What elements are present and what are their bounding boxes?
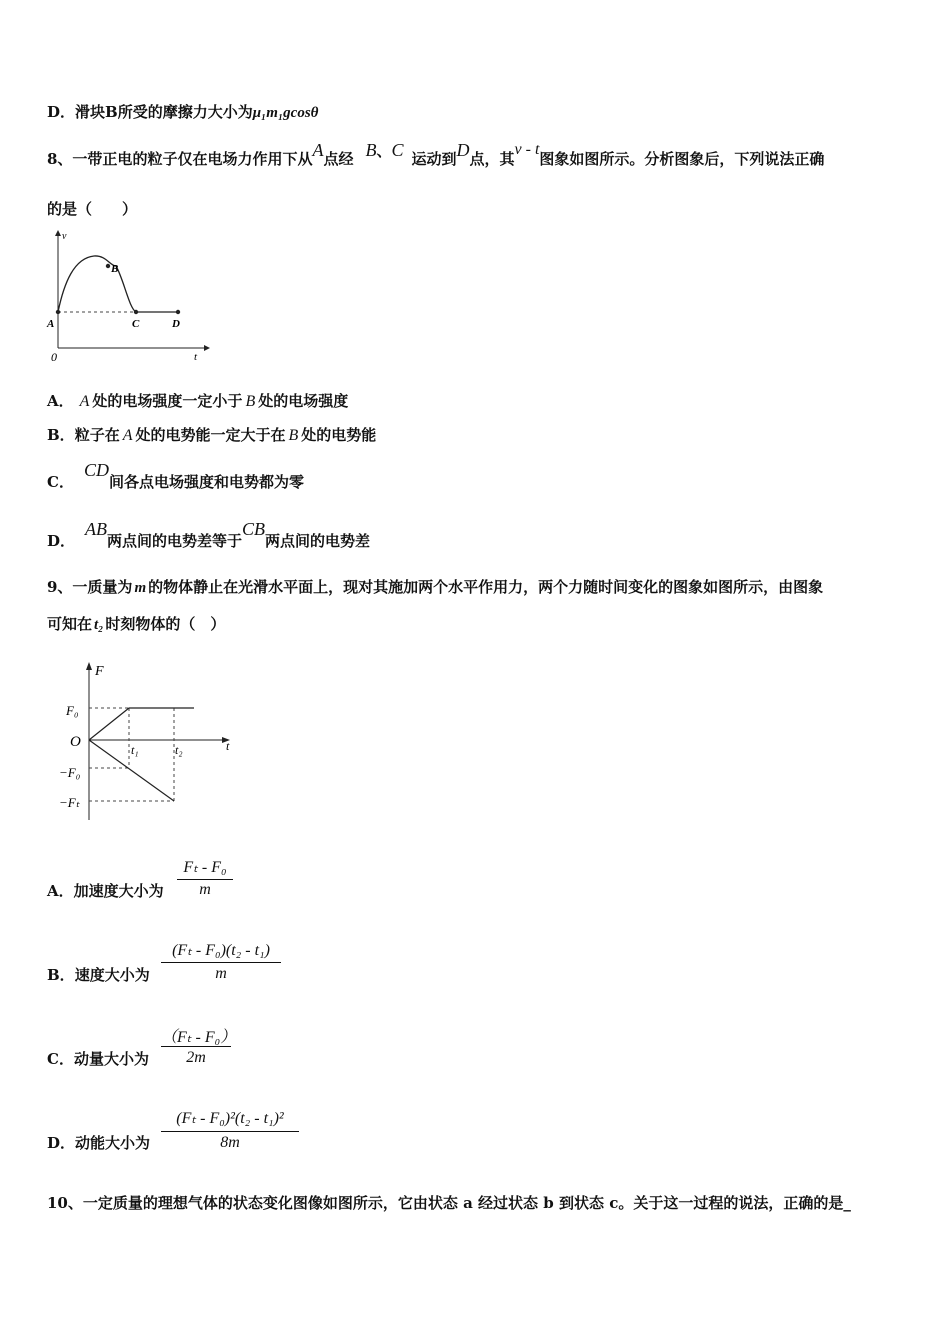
- q8-option-b: [47, 425, 376, 446]
- q9-stem-line2: [47, 614, 225, 635]
- q8-stem-line1: [47, 140, 825, 170]
- option-var: AB: [85, 519, 108, 539]
- x-axis-label: t: [194, 351, 198, 363]
- fraction-bar: [161, 962, 281, 963]
- q9-option-c: [47, 1049, 149, 1069]
- point-a: [56, 310, 60, 314]
- fraction-numerator: (Fₜ - F₀)²(t₂ - t₁)²: [176, 1110, 284, 1127]
- option-text: 速度大小为: [74, 966, 150, 984]
- option-text: 加速度大小为: [73, 882, 164, 900]
- q9-var-m: m: [134, 580, 147, 596]
- label-b: B: [111, 263, 119, 275]
- option-label: B．: [47, 966, 75, 984]
- q8-var-b: B: [365, 140, 377, 160]
- q8-sep: 、: [376, 142, 392, 160]
- q9-option-a: [47, 881, 164, 901]
- option-label: A．: [47, 392, 74, 410]
- q9-option-d-fraction: [161, 1108, 299, 1156]
- option-label: D．: [47, 103, 76, 121]
- point-b: [106, 264, 110, 268]
- q8-stem-part2: 点经: [323, 150, 354, 168]
- fraction-bar: [161, 1046, 231, 1047]
- q9-stem-line2b: 时刻物体的（ ）: [105, 615, 226, 633]
- q9-option-a-fraction: [177, 857, 233, 903]
- q10-stem: 10、一定质量的理想气体的状态变化图像如图所示，它由状态 a 经过状态 b 到状态 c。关于这一过程的说法，正确的是_: [47, 1194, 851, 1212]
- option-text: 间各点电场强度和电势都为零: [108, 473, 304, 491]
- fraction-numerator: （Fₜ - F₀）: [161, 1029, 237, 1046]
- f0-label: F₀: [66, 703, 79, 718]
- q8-var-d: D: [456, 140, 470, 160]
- y-axis-label: F: [95, 664, 104, 679]
- q8-var-a: A: [312, 140, 324, 160]
- option-var: CD: [83, 460, 109, 480]
- option-text: 处的电势能一定大于在: [135, 426, 286, 444]
- label-a: A: [47, 318, 55, 330]
- fraction-denominator: m: [215, 965, 227, 982]
- option-text: 动能大小为: [75, 1134, 151, 1152]
- option-var: B: [245, 393, 256, 410]
- q8-stem-part1: 8、一带正电的粒子仅在电场力作用下从: [47, 150, 313, 168]
- x-axis-arrow-icon: [204, 345, 210, 351]
- q9-var-t2: t₂: [94, 617, 104, 633]
- y-axis-arrow-icon: [86, 662, 92, 670]
- fraction-denominator: m: [199, 881, 211, 898]
- t2-label: t₂: [175, 743, 183, 757]
- q8-var-c: C: [391, 140, 404, 160]
- option-text: 滑块B所受的摩擦力大小为: [75, 103, 253, 121]
- q8-option-c: [47, 460, 304, 492]
- q8-stem-line2: 的是（ ）: [47, 200, 138, 218]
- x-axis-label: t: [226, 739, 230, 753]
- origin-label: O: [70, 734, 81, 750]
- option-text: 粒子在: [74, 426, 120, 444]
- q8-vt-graph: [44, 228, 214, 368]
- y-axis-arrow-icon: [55, 230, 61, 236]
- option-text: 处的电场强度一定小于: [92, 392, 243, 410]
- q7-option-d: [47, 102, 318, 123]
- option-text: 处的电势能: [301, 426, 377, 444]
- option-text: 两点间的电势差: [265, 532, 371, 550]
- fraction-bar: [161, 1131, 299, 1132]
- q9-option-b-fraction: [161, 940, 281, 986]
- q9-stem-line2a: 可知在: [47, 615, 93, 633]
- label-d: D: [172, 318, 180, 330]
- option-text: 处的电场强度: [258, 392, 349, 410]
- option-formula: μ₁m₁gcosθ: [252, 105, 319, 121]
- q9-stem-part2: 的物体静止在光滑水平面上，现对其施加两个水平作用力，两个力随时间变化的图象如图所示，由图象: [148, 578, 824, 596]
- option-var: A: [122, 427, 133, 444]
- point-c: [134, 310, 138, 314]
- t1-label: t₁: [131, 743, 139, 757]
- q9-option-c-fraction: [161, 1024, 237, 1070]
- neg-f0-label: −F₀: [59, 765, 81, 780]
- option-label: C．: [47, 473, 74, 491]
- fraction-numerator: (Fₜ - F₀)(t₂ - t₁): [172, 942, 270, 959]
- label-c: C: [132, 318, 140, 330]
- q9-option-d: [47, 1133, 150, 1153]
- q8-stem-part5: 图象如图所示。分析图象后，下列说法正确: [539, 150, 825, 168]
- fraction-denominator: 8m: [220, 1134, 240, 1151]
- option-label: C．: [47, 1050, 74, 1068]
- origin-label: 0: [51, 350, 57, 364]
- fraction-bar: [177, 879, 233, 880]
- neg-ft-label: −Fₜ: [59, 795, 80, 810]
- option-text: 两点间的电势差等于: [107, 532, 243, 550]
- fraction-numerator: Fₜ - F₀: [183, 859, 227, 876]
- option-label: A．: [47, 882, 74, 900]
- q8-option-d: [47, 519, 371, 551]
- point-d: [176, 310, 180, 314]
- option-label: D．: [47, 532, 76, 550]
- option-var: CB: [242, 519, 266, 539]
- q9-option-b: [47, 965, 150, 985]
- q8-var-vt: v - t: [514, 141, 540, 158]
- q8-stem-part4: 点，其: [469, 150, 515, 168]
- y-axis-label: v: [62, 231, 67, 242]
- option-text: 动量大小为: [73, 1050, 149, 1068]
- option-var: A: [79, 393, 90, 410]
- q9-stem-part1: 9、一质量为: [47, 578, 133, 596]
- option-var: B: [288, 427, 299, 444]
- fraction-denominator: 2m: [186, 1049, 206, 1066]
- q8-option-a: [47, 391, 348, 412]
- q9-ft-graph: [56, 656, 246, 826]
- option-label: B．: [47, 426, 75, 444]
- q8-stem-part3: 运动到: [411, 150, 457, 168]
- option-label: D．: [47, 1134, 76, 1152]
- q9-stem-line1: [47, 577, 823, 598]
- force1-line: [89, 708, 194, 740]
